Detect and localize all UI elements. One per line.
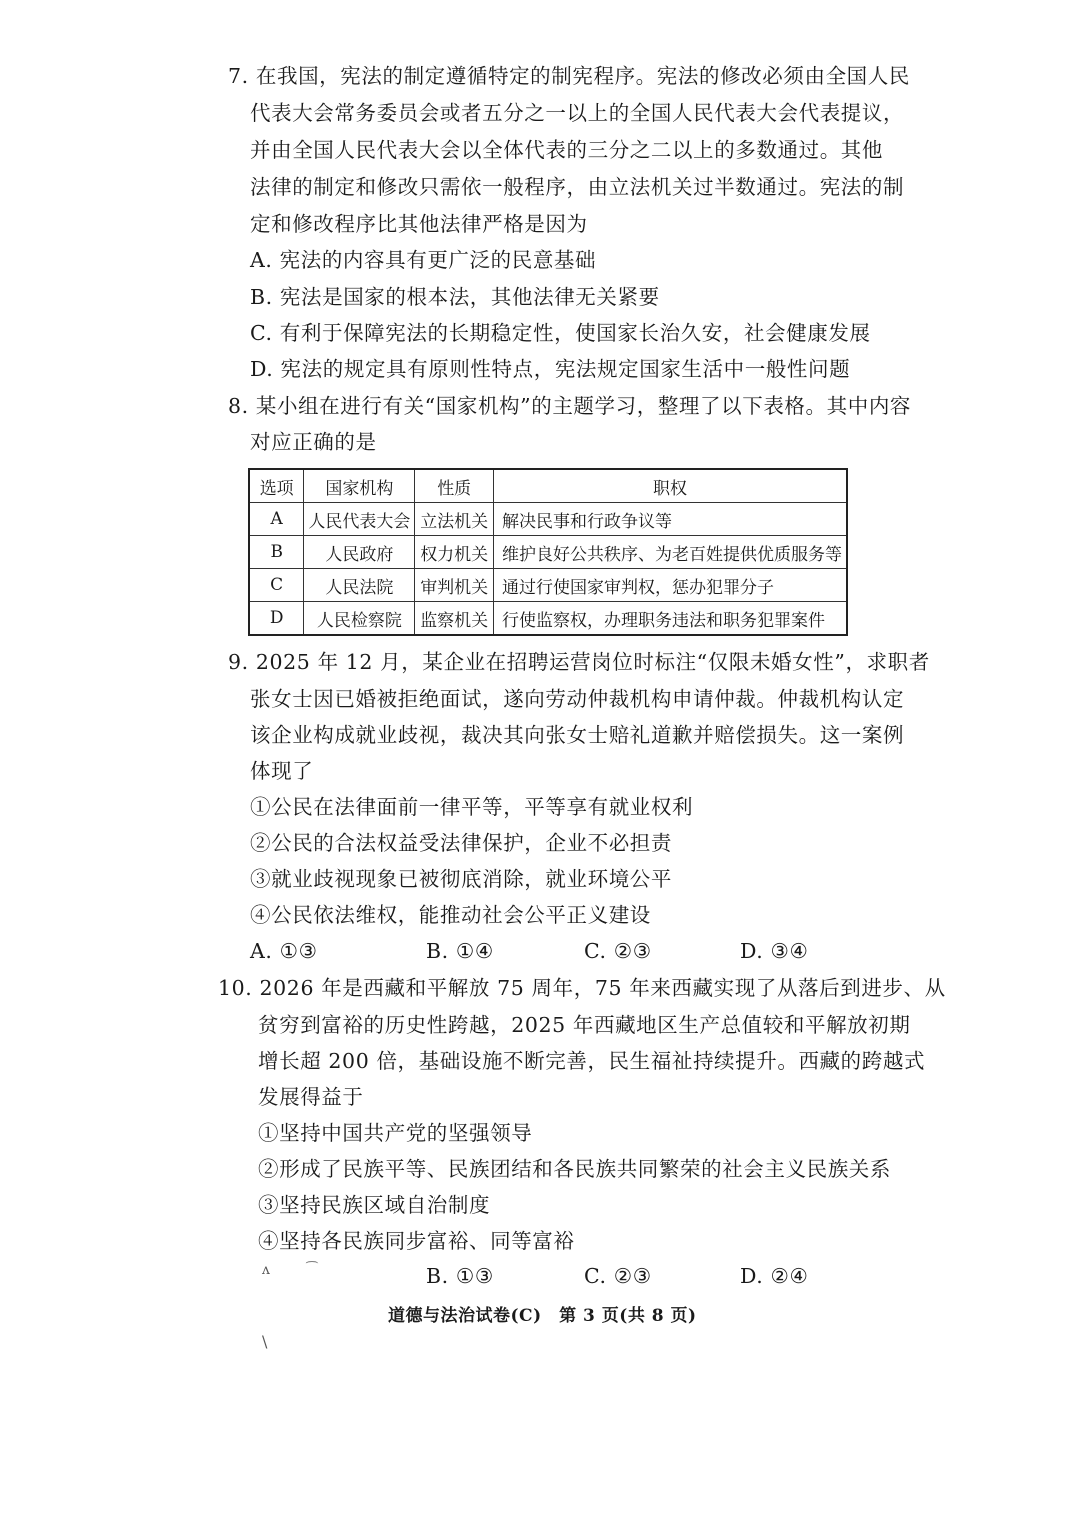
table-cell: B	[249, 536, 304, 569]
page-footer: 道德与法治试卷(C) 第 3 页(共 8 页)	[388, 1306, 697, 1326]
q10-item: ③坚持民族区域自治制度	[258, 1193, 491, 1217]
table-header-row	[249, 469, 847, 503]
q10-choice-c: C. ②③	[584, 1264, 652, 1288]
q10-stem-line: 贫穷到富裕的历史性跨越，2025 年西藏地区生产总值较和平解放初期	[258, 1013, 911, 1037]
table-cell: 权力机关	[415, 536, 494, 569]
scan-mark: \	[262, 1332, 268, 1351]
table-row	[249, 569, 847, 602]
q7-stem-line: 法律的制定和修改只需依一般程序，由立法机关过半数通过。宪法的制	[250, 175, 905, 199]
table-cell: D	[249, 602, 304, 636]
table-row	[249, 536, 847, 569]
q9-stem-line: 体现了	[250, 759, 314, 783]
q10-item: ④坚持各民族同步富裕、同等富裕	[258, 1229, 575, 1253]
q9-stem-line: 张女士因已婚被拒绝面试，遂向劳动仲裁机构申请仲裁。仲裁机构认定	[250, 687, 905, 711]
q10-choice-d: D. ②④	[740, 1264, 809, 1288]
q10-stem-line: 发展得益于	[258, 1085, 364, 1109]
q7-option-c: C. 有利于保障宪法的长期稳定性，使国家长治久安，社会健康发展	[250, 321, 871, 345]
table-cell: 解决民事和行政争议等	[494, 503, 848, 536]
table-cell: 人民法院	[304, 569, 415, 602]
table-row	[249, 503, 847, 536]
table-cell: A	[249, 503, 304, 536]
table-header: 国家机构	[304, 469, 415, 503]
table-header: 性质	[415, 469, 494, 503]
scan-mark: ʌ	[262, 1262, 270, 1278]
table-cell: 人民政府	[304, 536, 415, 569]
state-organs-table	[248, 468, 848, 636]
table-cell: 通过行使国家审判权，惩办犯罪分子	[494, 569, 848, 602]
table-cell: 监察机关	[415, 602, 494, 636]
table-cell: 人民检察院	[304, 602, 415, 636]
table-header: 选项	[249, 469, 304, 503]
q7-option-a: A. 宪法的内容具有更广泛的民意基础	[250, 248, 597, 272]
q10-item: ①坚持中国共产党的坚强领导	[258, 1121, 533, 1145]
table-header: 职权	[494, 469, 848, 503]
q7-stem-line: 7. 在我国，宪法的制定遵循特定的制宪程序。宪法的修改必须由全国人民	[228, 64, 910, 88]
q9-choice-b: B. ①④	[426, 939, 494, 963]
q7-stem-line: 并由全国人民代表大会以全体代表的三分之二以上的多数通过。其他	[250, 138, 883, 162]
q8-stem-line: 8. 某小组在进行有关“国家机构”的主题学习，整理了以下表格。其中内容	[228, 394, 912, 418]
q7-stem-line: 代表大会常务委员会或者五分之一以上的全国人民代表大会代表提议，	[250, 101, 905, 125]
q10-stem-line: 10. 2026 年是西藏和平解放 75 周年，75 年来西藏实现了从落后到进步、从	[218, 976, 946, 1000]
q9-item: ①公民在法律面前一律平等，平等享有就业权利	[250, 795, 694, 819]
table-cell: 人民代表大会	[304, 503, 415, 536]
q10-stem-line: 增长超 200 倍，基础设施不断完善，民生福祉持续提升。西藏的跨越式	[258, 1049, 926, 1073]
q7-stem-line: 定和修改程序比其他法律严格是因为	[250, 212, 588, 236]
q9-item: ④公民依法维权，能推动社会公平正义建设	[250, 903, 651, 927]
q7-option-b: B. 宪法是国家的根本法，其他法律无关紧要	[250, 285, 660, 309]
table-cell: 维护良好公共秩序、为老百姓提供优质服务等	[494, 536, 848, 569]
q9-stem-line: 该企业构成就业歧视，裁决其向张女士赔礼道歉并赔偿损失。这一案例	[250, 723, 905, 747]
q9-choice-d: D. ③④	[740, 939, 809, 963]
q8-stem-line: 对应正确的是	[250, 430, 377, 454]
q9-item: ②公民的合法权益受法律保护，企业不必担责	[250, 831, 672, 855]
q9-item: ③就业歧视现象已被彻底消除，就业环境公平	[250, 867, 672, 891]
table-cell: 行使监察权，办理职务违法和职务犯罪案件	[494, 602, 848, 636]
q9-choice-c: C. ②③	[584, 939, 652, 963]
q7-option-d: D. 宪法的规定具有原则性特点，宪法规定国家生活中一般性问题	[250, 357, 851, 381]
table-cell: 立法机关	[415, 503, 494, 536]
table-row	[249, 602, 847, 636]
q10-item: ②形成了民族平等、民族团结和各民族共同繁荣的社会主义民族关系	[258, 1157, 891, 1181]
q9-stem-line: 9. 2025 年 12 月，某企业在招聘运营岗位时标注“仅限未婚女性”，求职者	[228, 650, 930, 674]
table-cell: 审判机关	[415, 569, 494, 602]
q10-choice-b: B. ①③	[426, 1264, 494, 1288]
table-cell: C	[249, 569, 304, 602]
q9-choice-a: A. ①③	[250, 939, 318, 963]
